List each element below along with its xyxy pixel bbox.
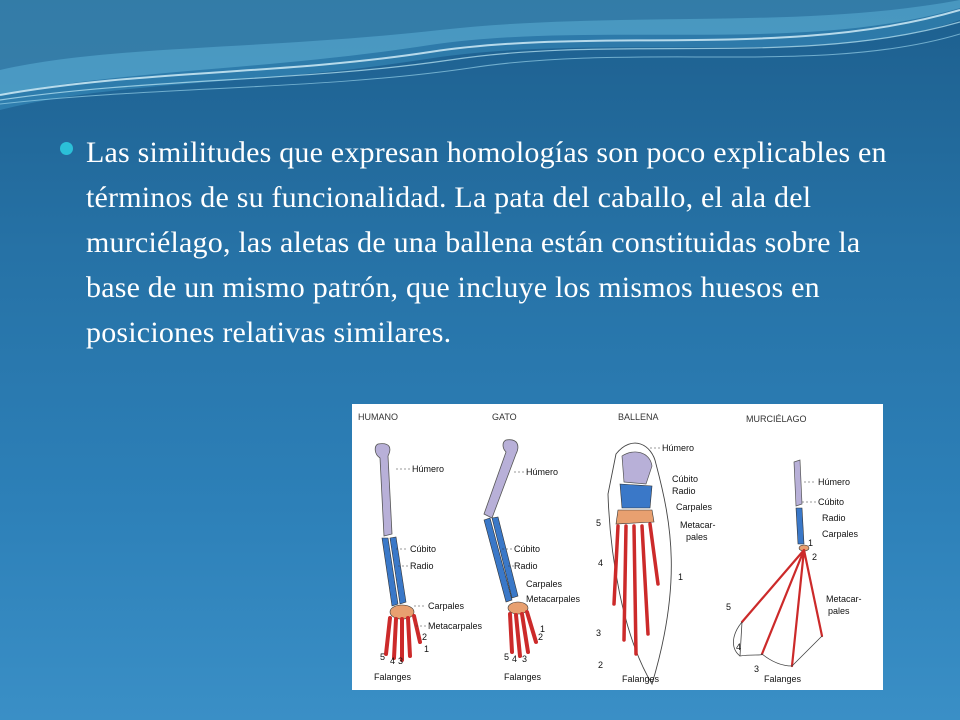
human-metacarpales-label: Metacarpales (428, 621, 483, 631)
whale-digit-1: 1 (678, 572, 684, 582)
human-digit-5: 5 (380, 652, 386, 662)
bat-metacarpales-label-1: Metacar- (826, 594, 862, 604)
human-carpales-label: Carpales (428, 601, 465, 611)
bat-digit-5: 5 (726, 602, 732, 612)
cat-cubito-label: Cúbito (514, 544, 541, 554)
bat-cubito-label: Cúbito (818, 497, 845, 507)
heading-human: HUMANO (358, 412, 398, 422)
whale-carpales-label: Carpales (676, 502, 713, 512)
cat-digit-2: 2 (538, 632, 544, 642)
bat-digit-3: 3 (754, 664, 760, 674)
cat-digit-3: 3 (522, 654, 528, 664)
bullet-item (60, 130, 920, 355)
human-digit-4: 4 (390, 656, 396, 666)
human-radio-label: Radio (410, 561, 434, 571)
whale-metacarpales-label-2: pales (686, 532, 708, 542)
bat-digit-4: 4 (736, 642, 742, 652)
whale-digit-2: 2 (598, 660, 604, 670)
cat-metacarpales-label: Metacarpales (526, 594, 581, 604)
whale-limb (596, 443, 716, 684)
heading-whale: BALLENA (618, 412, 659, 422)
human-falanges-label: Falanges (374, 672, 412, 682)
whale-falanges-label: Falanges (622, 674, 660, 684)
human-digit-1: 1 (424, 644, 430, 654)
bat-digit-1: 1 (808, 538, 814, 548)
cat-digit-1: 1 (540, 624, 546, 634)
heading-cat: GATO (492, 412, 517, 422)
whale-digit-3: 3 (596, 628, 602, 638)
bat-limb (726, 460, 862, 684)
bullet-marker (60, 142, 73, 155)
homology-figure (352, 404, 883, 690)
bullet-text: Las similitudes que expresan homologías son poco explicables en términos de su funcionalidad. La pata del caballo, el ala del murciélago, las aletas de una ballena están constituidas sobre la base de un mismo patrón, que incluye los mismos huesos en posiciones relativas similares. (86, 136, 887, 349)
cat-radio-label: Radio (514, 561, 538, 571)
heading-bat: MURCIÉLAGO (746, 414, 807, 424)
whale-radio-label: Radio (672, 486, 696, 496)
cat-humero-label: Húmero (526, 467, 559, 477)
cat-carpales-label: Carpales (526, 579, 563, 589)
human-humero-label: Húmero (412, 464, 445, 474)
whale-digit-5: 5 (596, 518, 602, 528)
bat-digit-2: 2 (812, 552, 818, 562)
cat-digit-4: 4 (512, 654, 518, 664)
bat-radio-label: Radio (822, 513, 846, 523)
whale-humero-label: Húmero (662, 443, 695, 453)
cat-limb (484, 440, 581, 682)
cat-digit-5: 5 (504, 652, 510, 662)
whale-cubito-label: Cúbito (672, 474, 699, 484)
bat-falanges-label: Falanges (764, 674, 802, 684)
human-digit-3: 3 (398, 656, 404, 666)
human-limb (374, 444, 483, 682)
cat-falanges-label: Falanges (504, 672, 542, 682)
whale-digit-4: 4 (598, 558, 604, 568)
bat-carpales-label: Carpales (822, 529, 859, 539)
bat-humero-label: Húmero (818, 477, 851, 487)
decorative-waves (0, 0, 960, 120)
limb-diagram (352, 404, 883, 690)
human-cubito-label: Cúbito (410, 544, 437, 554)
whale-metacarpales-label-1: Metacar- (680, 520, 716, 530)
bat-metacarpales-label-2: pales (828, 606, 850, 616)
human-digit-2: 2 (422, 632, 428, 642)
